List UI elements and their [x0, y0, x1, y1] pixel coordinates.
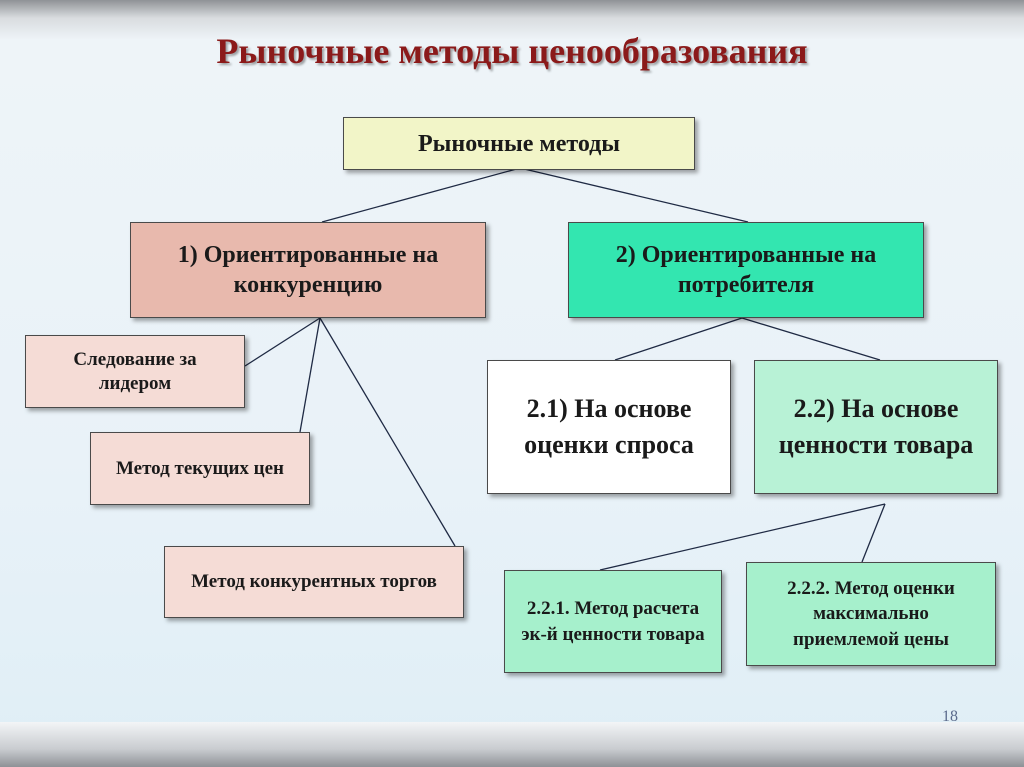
competition-node — [130, 222, 486, 318]
connector-consumer-demand — [615, 318, 742, 360]
connector-consumer-value — [742, 318, 880, 360]
consumer-node-label: 2) Ориентированные на потребителя — [615, 242, 877, 298]
value-item-maxprice — [746, 562, 996, 666]
competition-item-label: Метод конкурентных торгов — [191, 571, 437, 593]
competition-item-label: Метод текущих цен — [115, 457, 285, 479]
page-number: 18 — [942, 708, 958, 725]
value-item-economic — [504, 570, 722, 673]
root-node-label: Рыночные методы — [417, 130, 621, 157]
connector-value-economic — [600, 504, 885, 570]
root-node — [343, 117, 695, 170]
competition-item-leader — [25, 335, 245, 408]
competition-item-current — [90, 432, 310, 505]
competition-node-label: 1) Ориентированные на конкуренцию — [177, 242, 439, 298]
competition-item-tender — [164, 546, 464, 618]
competition-item-label: Следование за лидером — [73, 348, 197, 394]
consumer-item-value — [754, 360, 998, 494]
consumer-item-demand — [487, 360, 731, 494]
value-item-label: 2.2.1. Метод расчета эк-й ценности товара — [521, 597, 705, 645]
consumer-node — [568, 222, 924, 318]
consumer-item-label: 2.1) На основе оценки спроса — [524, 393, 694, 459]
connector-root-consumer — [520, 168, 748, 222]
slide-title: Рыночные методы ценообразования — [216, 31, 808, 71]
connector-competition-current — [300, 318, 320, 432]
connector-value-maxprice — [862, 504, 885, 562]
consumer-item-label: 2.2) На основе ценности товара — [778, 393, 974, 459]
value-item-label: 2.2.2. Метод оценки максимально приемлемой цены — [787, 577, 955, 650]
connector-competition-tender — [320, 318, 455, 546]
connector-root-competition — [322, 168, 520, 222]
connector-competition-leader — [245, 318, 320, 366]
